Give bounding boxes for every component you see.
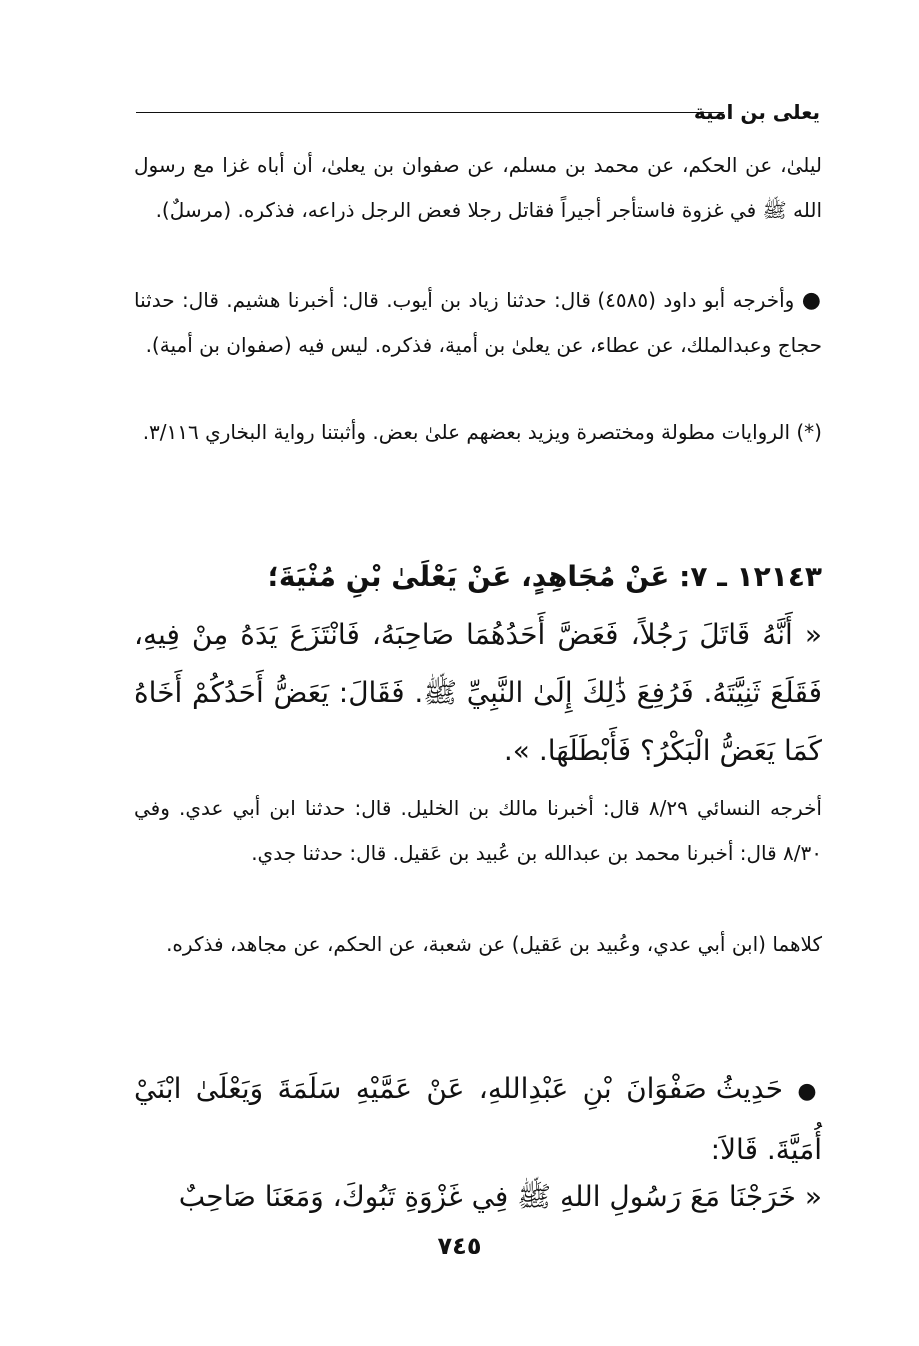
paragraph-2-text: وأخرجه أبو داود (٤٥٨٥) قال: حدثنا زياد بن أيوب. قال: أخبرنا هشيم. قال: حدثنا حجاج وعبدالملك، عن عطاء، عن يعلىٰ بن أمية، فذكره. ليس فيه (صفوان بن أمية). <box>134 288 822 357</box>
paragraph-1-text: ليلىٰ، عن الحكم، عن محمد بن مسلم، عن صفوان بن يعلىٰ، أن أباه غزا مع رسول الله ﷺ في غزوة فاستأجر أجيراً فقاتل رجلا فعض الرجل ذراعه، فذكره. (مرسلٌ). <box>134 153 822 222</box>
paragraph-6-text: حَدِيثُ صَفْوَانَ بْنِ عَبْدِاللهِ، عَنْ عَمَّيْهِ سَلَمَةَ وَيَعْلَىٰ ابْنَيْ أُمَيَّةَ. قَالاَ: <box>134 1072 822 1166</box>
hadith-heading <box>134 548 822 606</box>
hadith-heading-text: ١٢١٤٣ ـ ٧: عَنْ مُجَاهِدٍ، عَنْ يَعْلَىٰ بْنِ مُنْيَةَ؛ <box>267 560 822 593</box>
bullet-icon: ● <box>797 1079 822 1104</box>
paragraph-6 <box>134 1060 822 1179</box>
hadith-text <box>134 606 822 780</box>
paragraph-5-text: كلاهما (ابن أبي عدي، وعُبيد بن عَقيل) عن شعبة، عن الحكم، عن مجاهد، فذكره. <box>166 932 822 956</box>
header-rule <box>136 112 724 113</box>
hadith-text-body: « أَنَّهُ قَاتَلَ رَجُلاً، فَعَضَّ أَحَدُهُمَا صَاحِبَهُ، فَانْتَزَعَ يَدَهُ مِنْ فِيهِ، فَقَلَعَ ثَنِيَّتَهُ. فَرُفِعَ ذَٰلِكَ إِلَىٰ النَّبِيِّ ﷺ. فَقَالَ: يَعَضُّ أَحَدُكُمْ أَخَاهُ كَمَا يَعَضُّ الْبَكْرُ؟ فَأَبْطَلَهَا. ». <box>134 618 822 767</box>
paragraph-4-text: أخرجه النسائي ٨/٢٩ قال: أخبرنا مالك بن الخليل. قال: حدثنا ابن أبي عدي. وفي ٨/٣٠ قال: أخبرنا محمد بن عبدالله بن عُبيد بن عَقيل. قال: حدثنا جدي. <box>134 796 822 865</box>
paragraph-5 <box>134 922 822 967</box>
bullet-icon: ● <box>801 288 822 313</box>
paragraph-7 <box>134 1168 822 1226</box>
paragraph-1 <box>134 143 822 233</box>
paragraph-3 <box>134 410 822 455</box>
paragraph-3-text: (*) الروايات مطولة ومختصرة ويزيد بعضهم علىٰ بعض. وأثبتنا رواية البخاري ٣/١١٦. <box>142 420 822 444</box>
running-header <box>136 98 820 126</box>
running-title: يعلى بن امية <box>693 100 820 124</box>
paragraph-7-text: « خَرَجْنَا مَعَ رَسُولِ اللهِ ﷺ فِي غَزْوَةِ تَبُوكَ، وَمَعَنَا صَاحِبٌ <box>178 1180 822 1213</box>
page-number: ٧٤٥ <box>437 1232 482 1260</box>
paragraph-2 <box>134 278 822 368</box>
paragraph-4 <box>134 786 822 876</box>
